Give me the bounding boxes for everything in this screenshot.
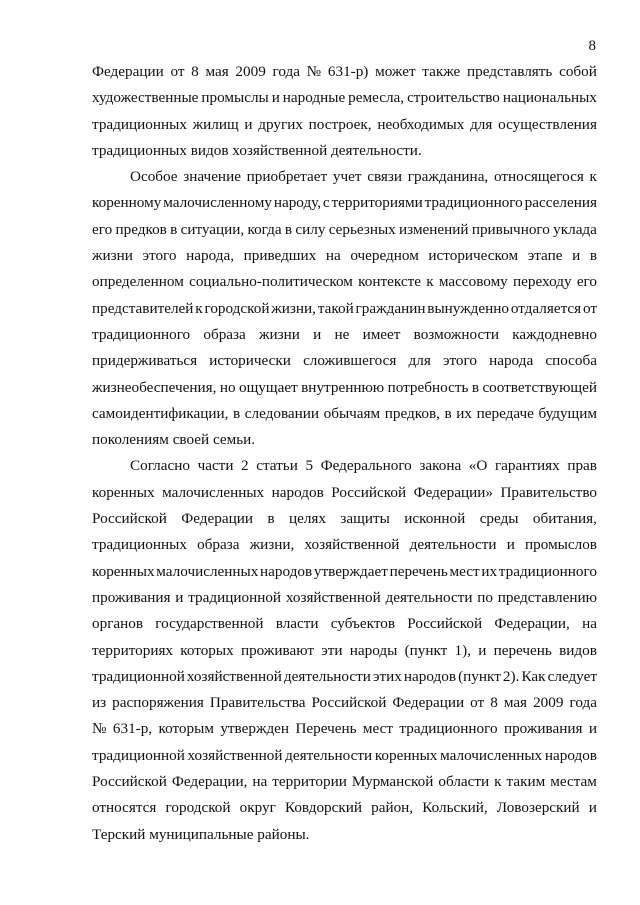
word: мая [503,694,528,712]
document-body [92,59,597,848]
word: Согласно [130,457,190,475]
word: и [313,325,322,343]
word: его [576,273,597,291]
word: Мурманской [351,773,434,791]
word: мест [449,562,480,580]
word: в [267,510,275,528]
word: определенном [92,273,184,291]
paragraph-federal-law [92,453,597,847]
word: Как [521,667,546,685]
word: целях [288,510,327,528]
word: Российской [407,615,483,633]
word: и [572,247,581,265]
word: для [470,115,493,133]
word: народу, [273,194,322,212]
word: исторически [209,352,291,370]
word: проживания [503,720,583,738]
word: деятельности [283,667,371,685]
word: органов [92,615,144,633]
word: соответствующей [482,378,597,396]
word: представителей [92,299,194,317]
word: к [589,168,597,186]
word: Российской [311,694,387,712]
word: Федерации [92,63,164,80]
word: строительство [407,89,500,107]
word: хозяйственной [285,588,381,606]
word: народов [260,562,313,580]
word: самоидентификации, [92,404,229,422]
text-line [92,453,597,479]
word: среды [479,510,519,528]
word: государственной [155,615,264,633]
word: Федерации, [171,773,248,791]
word: других [258,115,303,133]
word: 631-р) [327,63,369,80]
word: Правительство [500,483,597,501]
word: традиционной [92,667,185,685]
word: этих [372,667,402,685]
word: № [92,720,107,738]
word: перечень [493,641,552,659]
word: коренных [374,746,438,764]
word: вынужденно [427,299,510,317]
text-line [92,85,597,111]
word: сложившегося [303,352,397,370]
word: отдаляется [510,299,582,317]
word: 8 [490,694,498,712]
word: Российской [92,773,167,791]
word: гражданина, [407,168,489,186]
word: образа [203,325,246,343]
word: года [272,63,300,80]
word: 2009 [235,63,266,80]
text-line: традиционных видов хозяйственной деятельности. [92,141,422,159]
word: в [170,220,178,238]
word: необходимых [377,115,465,133]
text-line [92,532,597,558]
word: в [284,220,293,238]
word: защиты [340,510,390,528]
word: Федерации [392,694,465,712]
page-number: 8 [588,38,596,54]
word: не [334,325,350,343]
word: видов [559,641,597,659]
word: хозяйственной [186,667,282,685]
word: 2009 [533,694,564,712]
word: художественные [92,89,199,107]
text-line: поколениям своей семьи. [92,431,256,449]
word: года [569,694,597,712]
word: Федерации» [413,483,493,501]
text-line [92,243,597,269]
word: изменений [399,220,469,238]
text-line [92,217,597,243]
word: 1), [454,641,471,659]
word: способа [545,352,597,370]
word: гарантиях [494,457,560,475]
word: образа [197,536,240,554]
word: коренных [92,483,155,501]
word: Ловозерский [496,799,580,817]
word: проживания [92,588,171,606]
word: внутреннюю [301,378,385,396]
word: традиционного [399,720,498,738]
word: распоряжения [112,694,204,712]
word: части [197,457,234,475]
word: к [426,273,434,291]
word: 5 [305,457,314,475]
word: традиционного [92,325,191,343]
word: из [92,694,107,712]
word: перечень [389,562,448,580]
text-line [92,375,597,401]
word: их [481,562,498,580]
word: «О [468,457,488,475]
word: жизни, [271,299,316,317]
word: и [506,536,515,554]
word: собой [559,63,597,80]
word: народов [271,483,324,501]
word: в [589,247,597,265]
word: промыслов [525,536,597,554]
word: проживают [240,641,314,659]
word: значение [183,168,241,186]
word: серьезных [328,220,396,238]
word: Федерального [320,457,412,475]
word: народа [489,352,534,370]
word: прав [567,457,597,475]
word: этого [142,247,177,265]
word: и [175,588,184,606]
word: в [233,404,241,422]
word: переходу [513,273,572,291]
word: субъектов [330,615,396,633]
word: 2 [241,457,249,475]
word: относящегося [493,168,584,186]
word: народов [544,746,597,764]
word: каждодневно [512,325,597,343]
text-line [92,269,597,295]
word: № [306,63,322,80]
text-line [92,585,597,611]
word: с [322,194,330,212]
word: учет [332,168,362,186]
text-line: Терский муниципальные районы. [92,825,310,843]
word: передаче [476,404,534,422]
word: предков, [384,404,440,422]
word: Ковдорский [284,799,363,817]
word: Правительства [209,694,306,712]
word: в [444,404,452,422]
word: местам [550,773,597,791]
word: его [92,220,113,238]
word: контексте [358,273,421,291]
word: силу [295,220,326,238]
word: уклада [553,220,597,238]
word: Федерации, [494,615,570,633]
word: и [244,115,253,133]
word: будущим [538,404,597,422]
word: такой [317,299,354,317]
word: традиционной [92,746,185,764]
word: жизни, [249,536,295,554]
word: жизни [259,325,300,343]
word: территориях [92,641,174,659]
word: массовому [438,273,508,291]
word: которых [180,641,234,659]
word: деятельности [385,588,473,606]
word: приведших [243,247,317,265]
word: народа, [186,247,234,265]
word: социально-политическом [189,273,353,291]
paragraph-special-significance [92,164,597,453]
text-line [92,506,597,532]
word: к [195,299,203,317]
text-line [92,348,597,374]
text-line [92,401,597,427]
word: на [252,773,268,791]
text-line [92,664,597,690]
word: и [478,641,487,659]
text-line [92,743,597,769]
word: малочисленному [163,194,272,212]
word: приобретает [246,168,328,186]
word: хозяйственной [187,746,283,764]
word: их [456,404,473,422]
text-line [92,296,597,322]
word: промыслы [201,89,269,107]
word: привычного [471,220,550,238]
word: но [219,378,236,396]
word: Российской [92,510,167,528]
word: к [494,773,502,791]
word: традиционных [92,115,187,133]
word: 631-р, [112,720,153,738]
word: (пункт [404,641,448,659]
word: национальных [502,89,597,107]
word: этого [442,352,477,370]
word: таким [506,773,546,791]
word: малочисленных [440,746,543,764]
word: 2). [502,667,520,685]
word: ремесла, [348,89,405,107]
word: традиционной [188,588,282,606]
word: статьи [256,457,298,475]
word: ситуации, [180,220,245,238]
word: мая [205,63,229,80]
word: связи [367,168,403,186]
word: территориями [331,194,423,212]
word: представлять [466,63,553,80]
text-line [92,559,597,585]
text-line [92,716,597,742]
word: хозяйственной [304,536,400,554]
word: народы [349,641,398,659]
word: народов [403,667,457,685]
word: и [588,720,597,738]
word: традиционного [424,194,523,212]
word: обитания, [532,510,597,528]
word: городской [204,299,270,317]
word: утверждает [313,562,388,580]
word: традиционных [92,536,187,554]
word: имеет [362,325,401,343]
text-line [92,611,597,637]
word: (пункт [458,667,501,685]
word: закона [419,457,462,475]
word: на [582,615,597,633]
word: на [325,247,341,265]
word: Федерации [181,510,253,528]
text-line [92,769,597,795]
word: жилищ [192,115,239,133]
word: коренных [92,562,155,580]
word: осуществления [498,115,597,133]
word: также [422,63,461,80]
text-line [92,638,597,664]
text-line [92,690,597,716]
word: жизнеобеспечения, [92,378,217,396]
text-line [92,190,597,216]
word: расселения [524,194,597,212]
word: обычаям [323,404,381,422]
word: следовании [244,404,320,422]
word: относятся [92,799,157,817]
word: придерживаться [92,352,198,370]
word: коренному [92,194,162,212]
word: построек, [308,115,372,133]
word: и [588,799,597,817]
word: Российской [331,483,407,501]
word: возможности [413,325,500,343]
word: традиционного [498,562,597,580]
word: представлению [497,588,597,606]
word: жизни [92,247,133,265]
text-line [92,322,597,348]
word: район, [371,799,414,817]
word: предков [115,220,167,238]
word: исконной [404,510,466,528]
word: Особое [130,168,178,186]
word: 8 [191,63,199,80]
text-line [92,59,597,85]
word: когда [247,220,282,238]
text-line [92,795,597,821]
word: от [582,299,597,317]
word: народные [282,89,346,107]
word: которым [158,720,214,738]
word: территории [272,773,347,791]
word: в [471,378,479,396]
word: от [470,694,485,712]
word: ощущает [239,378,298,396]
word: мест [362,720,394,738]
word: историческом [428,247,519,265]
word: этапе [527,247,563,265]
word: городской [165,799,231,817]
word: малочисленных [162,483,265,501]
word: Перечень [295,720,357,738]
word: потребность [387,378,469,396]
word: Кольский, [422,799,488,817]
word: от [170,63,185,80]
word: малочисленных [156,562,259,580]
word: округ [239,799,276,817]
word: для [408,352,431,370]
text-line [92,164,597,190]
word: и [271,89,280,107]
word: очередном [350,247,419,265]
word: по [477,588,493,606]
text-line [92,112,597,138]
word: следует [547,667,597,685]
word: эти [321,641,343,659]
word: области [438,773,490,791]
word: гражданин [355,299,426,317]
paragraph-continuation [92,59,597,164]
word: утвержден [220,720,290,738]
text-line [92,480,597,506]
word: деятельности [285,746,373,764]
word: деятельности [409,536,497,554]
word: власти [275,615,319,633]
word: может [375,63,416,80]
